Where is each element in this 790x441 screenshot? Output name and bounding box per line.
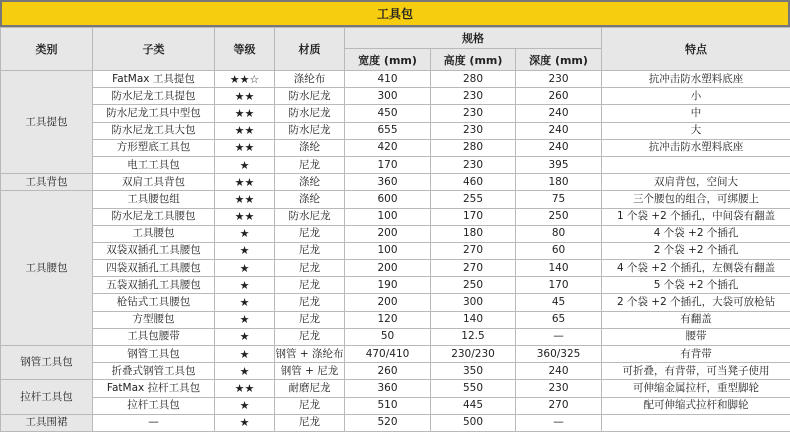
material-cell: 涤纶 [275,191,345,208]
table-row [1,139,790,156]
feature-cell: 有翻盖 [602,311,790,328]
subtype-cell: 工具腰包 [93,225,215,242]
feature-cell [602,156,790,173]
col-category-header: 类别 [1,28,93,71]
material-cell: 钢管 + 尼龙 [275,363,345,380]
grade-cell: ★★ [215,191,275,208]
material-cell: 尼龙 [275,397,345,414]
width-cell: 50 [345,328,431,345]
width-cell: 600 [345,191,431,208]
width-cell: 360 [345,174,431,191]
material-cell: 尼龙 [275,156,345,173]
subtype-cell: 折叠式钢管工具包 [93,363,215,380]
material-cell: 涤纶 [275,139,345,156]
height-cell: 270 [431,260,516,277]
category-cell: 拉杆工具包 [1,380,93,414]
width-cell: 300 [345,88,431,105]
grade-cell: ★ [215,156,275,173]
depth-cell: 75 [516,191,602,208]
material-cell: 尼龙 [275,242,345,259]
height-cell: 280 [431,71,516,88]
feature-cell [602,414,790,431]
depth-cell: 240 [516,363,602,380]
feature-cell: 2 个袋 +2 个插孔，大袋可放枪钻 [602,294,790,311]
height-cell: 270 [431,242,516,259]
material-cell: 尼龙 [275,311,345,328]
feature-cell: 抗冲击防水塑料底座 [602,71,790,88]
width-cell: 410 [345,71,431,88]
category-cell: 钢管工具包 [1,346,93,380]
feature-cell: 可折叠，有背带，可当凳子使用 [602,363,790,380]
table-row [1,346,790,363]
height-cell: 255 [431,191,516,208]
grade-cell: ★★ [215,174,275,191]
depth-cell: — [516,414,602,431]
width-cell: 360 [345,380,431,397]
subtype-cell: 电工工具包 [93,156,215,173]
depth-cell: 240 [516,122,602,139]
col-depth-header: 深度 (mm) [516,49,602,71]
table-row [1,105,790,122]
material-cell: 防水尼龙 [275,122,345,139]
subtype-cell: 双肩工具背包 [93,174,215,191]
depth-cell: 140 [516,260,602,277]
grade-cell: ★ [215,225,275,242]
table-title: 工具包 [0,0,790,27]
height-cell: 445 [431,397,516,414]
height-cell: 230 [431,122,516,139]
depth-cell: 360/325 [516,346,602,363]
grade-cell: ★★ [215,139,275,156]
table-row [1,191,790,208]
grade-cell: ★ [215,414,275,431]
depth-cell: 65 [516,311,602,328]
depth-cell: 240 [516,105,602,122]
grade-cell: ★★ [215,88,275,105]
material-cell: 防水尼龙 [275,105,345,122]
col-spec-header: 规格 [345,28,602,49]
col-grade-header: 等级 [215,28,275,71]
depth-cell: 250 [516,208,602,225]
subtype-cell: 工具包腰带 [93,328,215,345]
depth-cell: 180 [516,174,602,191]
height-cell: 230 [431,156,516,173]
grade-cell: ★ [215,260,275,277]
height-cell: 12.5 [431,328,516,345]
material-cell: 尼龙 [275,328,345,345]
table-row [1,414,790,431]
grade-cell: ★ [215,311,275,328]
height-cell: 250 [431,277,516,294]
grade-cell: ★ [215,397,275,414]
grade-cell: ★ [215,294,275,311]
material-cell: 防水尼龙 [275,208,345,225]
table-row [1,380,790,397]
subtype-cell: FatMax 拉杆工具包 [93,380,215,397]
width-cell: 200 [345,225,431,242]
feature-cell: 腰带 [602,328,790,345]
table-row [1,174,790,191]
depth-cell: 80 [516,225,602,242]
feature-cell: 双肩背包，空间大 [602,174,790,191]
width-cell: 470/410 [345,346,431,363]
category-cell: 工具背包 [1,174,93,191]
subtype-cell: 拉杆工具包 [93,397,215,414]
width-cell: 200 [345,294,431,311]
category-cell: 工具提包 [1,71,93,174]
table-row [1,328,790,345]
table-row [1,208,790,225]
table-row [1,122,790,139]
grade-cell: ★ [215,242,275,259]
subtype-cell: 防水尼龙工具中型包 [93,105,215,122]
grade-cell: ★ [215,346,275,363]
feature-cell: 小 [602,88,790,105]
depth-cell: 60 [516,242,602,259]
depth-cell: 270 [516,397,602,414]
col-material-header: 材质 [275,28,345,71]
depth-cell: 230 [516,380,602,397]
height-cell: 460 [431,174,516,191]
feature-cell: 2 个袋 +2 个插孔 [602,242,790,259]
grade-cell: ★★ [215,208,275,225]
col-feature-header: 特点 [602,28,790,71]
material-cell: 尼龙 [275,225,345,242]
subtype-cell: — [93,414,215,431]
table-row [1,71,790,88]
table-body [1,71,790,432]
feature-cell: 5 个袋 +2 个插孔 [602,277,790,294]
material-cell: 涤纶布 [275,71,345,88]
height-cell: 350 [431,363,516,380]
width-cell: 170 [345,156,431,173]
material-cell: 尼龙 [275,260,345,277]
depth-cell: 170 [516,277,602,294]
table-row [1,156,790,173]
height-cell: 230/230 [431,346,516,363]
subtype-cell: 防水尼龙工具腰包 [93,208,215,225]
material-cell: 涤纶 [275,174,345,191]
subtype-cell: 枪钻式工具腰包 [93,294,215,311]
feature-cell: 大 [602,122,790,139]
table-row [1,397,790,414]
height-cell: 180 [431,225,516,242]
width-cell: 190 [345,277,431,294]
subtype-cell: 防水尼龙工具大包 [93,122,215,139]
table-row [1,294,790,311]
height-cell: 230 [431,105,516,122]
feature-cell: 4 个袋 +2 个插孔，左侧袋有翻盖 [602,260,790,277]
material-cell: 防水尼龙 [275,88,345,105]
width-cell: 260 [345,363,431,380]
feature-cell: 4 个袋 +2 个插孔 [602,225,790,242]
category-cell: 工具围裙 [1,414,93,431]
subtype-cell: 四袋双插孔工具腰包 [93,260,215,277]
grade-cell: ★ [215,328,275,345]
height-cell: 230 [431,88,516,105]
material-cell: 钢管 + 涤纶布 [275,346,345,363]
width-cell: 100 [345,208,431,225]
width-cell: 200 [345,260,431,277]
subtype-cell: 方形塑底工具包 [93,139,215,156]
height-cell: 300 [431,294,516,311]
width-cell: 100 [345,242,431,259]
subtype-cell: 方型腰包 [93,311,215,328]
category-cell: 工具腰包 [1,191,93,346]
feature-cell: 中 [602,105,790,122]
grade-cell: ★★☆ [215,71,275,88]
subtype-cell: FatMax 工具提包 [93,71,215,88]
table-row [1,311,790,328]
depth-cell: — [516,328,602,345]
height-cell: 550 [431,380,516,397]
subtype-cell: 双袋双插孔工具腰包 [93,242,215,259]
width-cell: 120 [345,311,431,328]
height-cell: 140 [431,311,516,328]
grade-cell: ★★ [215,105,275,122]
height-cell: 500 [431,414,516,431]
grade-cell: ★ [215,277,275,294]
depth-cell: 260 [516,88,602,105]
depth-cell: 395 [516,156,602,173]
width-cell: 655 [345,122,431,139]
feature-cell: 有背带 [602,346,790,363]
height-cell: 170 [431,208,516,225]
width-cell: 420 [345,139,431,156]
spec-table [0,27,790,432]
col-width-header: 宽度 (mm) [345,49,431,71]
height-cell: 280 [431,139,516,156]
table-row [1,88,790,105]
depth-cell: 45 [516,294,602,311]
col-subtype-header: 子类 [93,28,215,71]
table-header [1,28,790,71]
grade-cell: ★★ [215,122,275,139]
feature-cell: 三个腰包的组合，可绑腰上 [602,191,790,208]
feature-cell: 抗冲击防水塑料底座 [602,139,790,156]
col-height-header: 高度 (mm) [431,49,516,71]
feature-cell: 配可伸缩式拉杆和脚轮 [602,397,790,414]
grade-cell: ★ [215,363,275,380]
material-cell: 耐磨尼龙 [275,380,345,397]
table-row [1,363,790,380]
subtype-cell: 钢管工具包 [93,346,215,363]
subtype-cell: 防水尼龙工具提包 [93,88,215,105]
feature-cell: 1 个袋 +2 个插孔，中间袋有翻盖 [602,208,790,225]
material-cell: 尼龙 [275,414,345,431]
table-row [1,242,790,259]
width-cell: 450 [345,105,431,122]
subtype-cell: 工具腰包组 [93,191,215,208]
table-row [1,225,790,242]
subtype-cell: 五袋双插孔工具腰包 [93,277,215,294]
grade-cell: ★★ [215,380,275,397]
depth-cell: 240 [516,139,602,156]
table-row [1,260,790,277]
material-cell: 尼龙 [275,294,345,311]
table-row [1,277,790,294]
feature-cell: 可伸缩金属拉杆，重型脚轮 [602,380,790,397]
width-cell: 520 [345,414,431,431]
width-cell: 510 [345,397,431,414]
material-cell: 尼龙 [275,277,345,294]
depth-cell: 230 [516,71,602,88]
